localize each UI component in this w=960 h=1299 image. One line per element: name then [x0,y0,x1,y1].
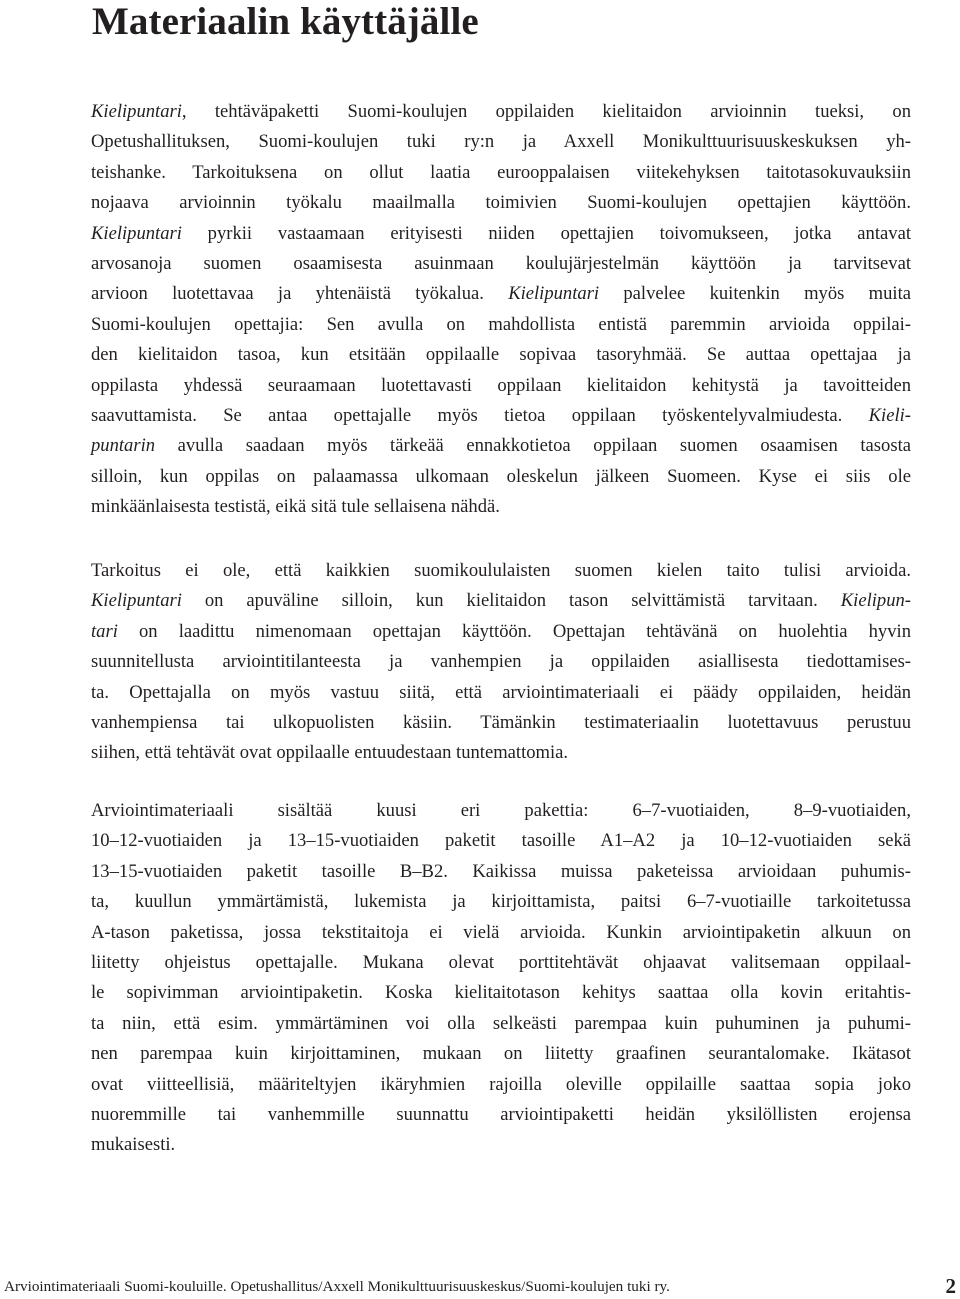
footer-text: Arviointimateriaali Suomi-kouluille. Opetushallitus/Axxell Monikulttuurisuuskeskus/Suomi-koulujen tuki ry. [4,1278,670,1295]
text-segment: nojaava arvioinnin työkalu maailmalla toimivien Suomi-koulujen opettajien käyttöön. [91,192,911,214]
text-line [91,401,911,431]
text-line [91,1070,911,1100]
text-line [91,462,911,492]
text-line [91,279,911,309]
text-segment: on laadittu nimenomaan opettajan käyttöön. Opettajan tehtävänä on huolehtia hyvin [117,620,911,642]
italic-text: puntarin [91,435,156,457]
text-line [91,219,911,249]
text-line [91,556,911,586]
text-line [91,948,911,978]
text-line [91,431,911,461]
text-line [91,738,911,768]
text-line [91,647,911,677]
paragraph-contents [91,796,911,1161]
text-segment: le sopivimman arviointipaketin. Koska kielitaitotason kehitys saattaa olla kovin eritahtis- [91,982,911,1004]
text-segment: ta, kuullun ymmärtämistä, lukemista ja kirjoittamista, paitsi 6–7-vuotiaille tarkoitetussa [91,891,911,913]
italic-text: Kielipuntari [91,101,182,122]
page-title: Materiaalin käyttäjälle [92,0,479,43]
text-line [91,586,911,616]
italic-text: Kieli- [868,405,911,427]
text-segment: avulla saadaan myös tärkeää ennakkotietoa oppilaan suomen osaamisen tasosta [155,435,911,457]
text-segment: siihen, että tehtävät ovat oppilaalle entuudestaan tuntemattomia. [91,742,569,764]
text-segment: on apuväline silloin, kun kielitaidon tason selvittämistä tarvitaan. [181,590,841,612]
text-segment: 13–15-vuotiaiden paketit tasoille B–B2. Kaikissa muissa paketeissa arvioidaan puhumis- [91,860,911,882]
text-segment: nen parempaa kuin kirjoittaminen, mukaan on liitetty graafinen seurantalomake. Ikätasot [91,1043,911,1065]
text-segment: liitetty ohjeistus opettajalle. Mukana olevat porttitehtävät ohjaavat valitsemaan oppilaal- [91,952,911,974]
text-line [91,188,911,218]
text-line [91,708,911,738]
text-segment: arvioon luotettavaa ja yhtenäistä työkalua. [91,283,509,305]
text-segment: Tarkoitus ei ole, että kaikkien suomikoululaisten suomen kielen taito tulisi arvioida. [91,560,911,581]
text-segment: Opetushallituksen, Suomi-koulujen tuki ry:n ja Axxell Monikulttuurisuuskeskuksen yh- [91,131,911,153]
text-line [91,887,911,917]
text-segment: A-tason paketissa, jossa tekstitaitoja ei vielä arvioida. Kunkin arviointipaketin alkuun on [91,921,911,943]
text-segment: mukaisesti. [91,1134,176,1156]
text-segment: palvelee kuitenkin myös muita [599,283,911,305]
text-segment: den kielitaidon tasoa, kun etsitään oppilaalle sopivaa tasoryhmää. Se auttaa opettajaa ja [91,344,911,366]
text-segment: oppilasta yhdessä seuraamaan luotettavasti oppilaan kielitaidon kehitystä ja tavoitteiden [91,374,911,396]
text-line [91,249,911,279]
text-line [91,310,911,340]
text-line [91,1100,911,1130]
text-line [91,97,911,127]
italic-text: Kielipuntari [508,283,600,305]
text-line [91,1039,911,1069]
text-line [91,371,911,401]
paragraph-intro [91,97,911,523]
paragraph-purpose [91,556,911,769]
text-line [91,826,911,856]
text-segment: Arviointimateriaali sisältää kuusi eri pakettia: 6–7-vuotiaiden, 8–9-vuotiaiden, [91,800,911,821]
text-segment: ta. Opettajalla on myös vastuu siitä, että arviointimateriaali ei päädy oppilaiden, heidän [91,681,911,703]
text-segment: minkäänlaisesta testistä, eikä sitä tule sellaisena nähdä. [91,496,500,518]
italic-text: Kielipun- [840,590,911,612]
text-line [91,158,911,188]
italic-text: tari [91,620,118,642]
text-line [91,796,911,826]
text-line [91,1009,911,1039]
text-line [91,1130,911,1160]
text-segment: nuoremmille tai vanhemmille suunnattu arviointipaketti heidän yksilöllisten erojensa [91,1104,911,1126]
text-line [91,678,911,708]
italic-text: Kielipuntari [91,590,182,612]
text-line [91,492,911,522]
text-line [91,127,911,157]
text-segment: Suomi-koulujen opettajia: Sen avulla on mahdollista entistä paremmin arvioida oppilai- [91,313,911,335]
text-segment: arvosanoja suomen osaamisesta asuinmaan koulujärjestelmän käyttöön ja tarvitsevat [91,253,911,275]
text-line [91,617,911,647]
text-segment: ovat viitteellisiä, määriteltyjen ikäryhmien rajoilla oleville oppilaille saattaa sopia joko [91,1073,911,1095]
page-number: 2 [945,1274,956,1298]
text-segment: saavuttamista. Se antaa opettajalle myös tietoa oppilaan työskentelyvalmiudesta. [91,405,869,427]
text-segment: ta niin, että esim. ymmärtäminen voi olla selkeästi parempaa kuin puhuminen ja puhumi- [91,1012,911,1034]
text-segment: silloin, kun oppilas on palaamassa ulkomaan oleskelun jälkeen Suomeen. Kyse ei siis ole [91,465,911,487]
text-line [91,978,911,1008]
text-segment: suunnitellusta arviointitilanteesta ja vanhempien ja oppilaiden asiallisesta tiedottamises- [91,651,911,673]
text-segment: vanhempiensa tai ulkopuolisten käsiin. Tämänkin testimateriaalin luotettavuus perustuu [91,712,911,734]
text-line [91,918,911,948]
text-line [91,340,911,370]
text-segment: 10–12-vuotiaiden ja 13–15-vuotiaiden paketit tasoille A1–A2 ja 10–12-vuotiaiden sekä [91,830,911,852]
text-line [91,857,911,887]
text-segment: teishanke. Tarkoituksena on ollut laatia eurooppalaisen viitekehyksen taitotasokuvauksiin [91,161,911,183]
text-segment: , tehtäväpaketti Suomi-koulujen oppilaiden kielitaidon arvioinnin tueksi, on [181,101,911,122]
text-segment: pyrkii vastaamaan erityisesti niiden opettajien toivomukseen, jotka antavat [181,222,911,244]
italic-text: Kielipuntari [91,222,182,244]
